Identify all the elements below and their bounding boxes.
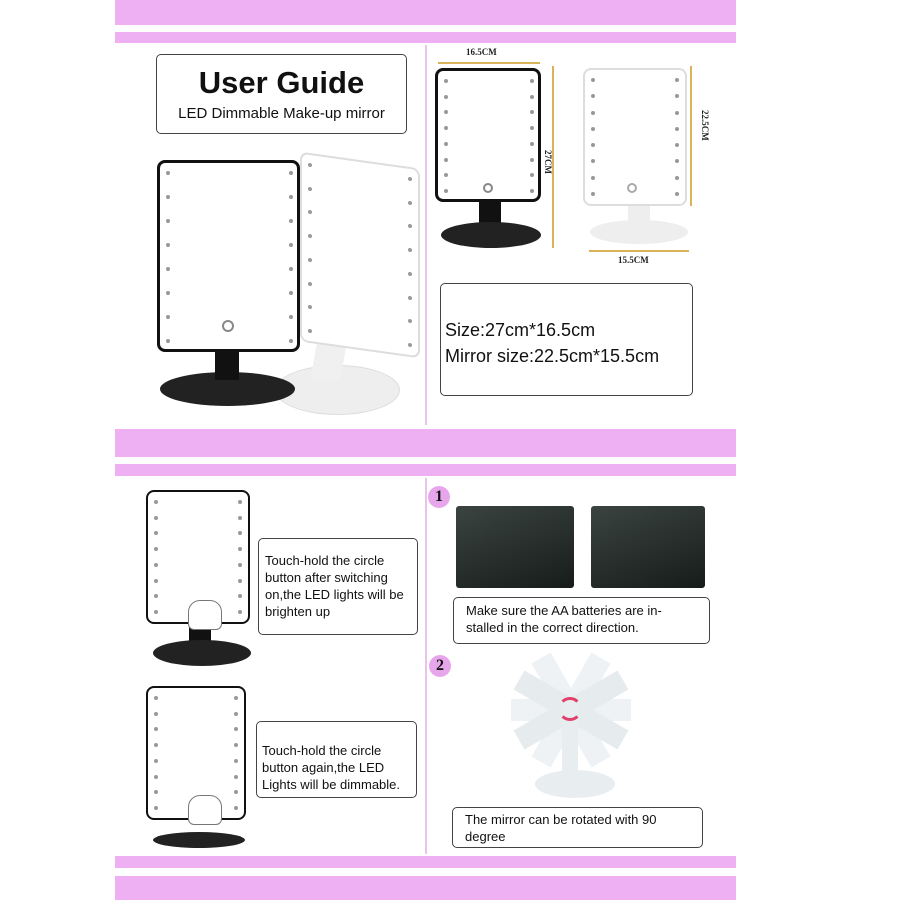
led-light-icon [308,186,312,191]
led-light-icon [675,78,679,82]
led-light-icon [408,272,412,277]
led-light-icon [408,177,412,182]
led-light-icon [234,712,238,716]
led-light-icon [444,126,448,130]
led-light-icon [154,594,158,598]
led-light-icon [238,547,242,551]
led-light-icon [238,579,242,583]
dimension-height-small: 22.5CM [700,110,710,141]
led-light-icon [289,339,293,343]
instruction-box [256,721,417,798]
led-light-icon [289,315,293,319]
instruction-text: Touch-hold the circle button again,the LED Lights will be dimmable. [262,743,401,792]
led-light-icon [530,142,534,146]
led-light-icon [444,142,448,146]
led-light-icon [444,158,448,162]
led-light-icon [408,319,412,324]
led-light-icon [591,159,595,163]
led-light-icon [166,339,170,343]
led-light-icon [238,563,242,567]
led-light-icon [408,295,412,300]
led-light-icon [238,531,242,535]
led-light-icon [289,219,293,223]
led-light-icon [289,171,293,175]
led-light-icon [408,200,412,205]
mirror-size-text: Mirror size:22.5cm*15.5cm [445,346,660,366]
led-light-icon [154,696,158,700]
led-light-icon [675,111,679,115]
pink-band [115,876,736,900]
battery-compartment-photo [591,506,705,588]
led-light-icon [675,94,679,98]
led-light-icon [591,94,595,98]
led-light-icon [308,210,312,215]
size-text: Size:27cm*16.5cm [445,320,596,340]
pink-band [115,464,736,476]
led-light-icon [166,267,170,271]
rotate-arrow-icon [558,697,582,721]
led-light-icon [530,79,534,83]
dimension-width-large: 16.5CM [466,47,497,57]
led-light-icon [166,315,170,319]
title-box [156,54,407,134]
led-light-icon [308,258,312,263]
led-light-icon [408,224,412,229]
led-light-icon [530,173,534,177]
battery-note-box [453,597,710,644]
led-light-icon [166,219,170,223]
led-light-icon [166,243,170,247]
led-light-icon [238,594,242,598]
pink-band [115,856,736,868]
led-light-icon [308,163,312,168]
led-light-icon [444,110,448,114]
led-light-icon [154,610,158,614]
instruction-text: Touch-hold the circle button after switching on,the LED lights will be brighten up [265,553,404,619]
finger-icon [188,795,222,825]
led-light-icon [289,195,293,199]
led-light-icon [408,343,412,348]
finger-icon [188,600,222,630]
led-light-icon [154,743,158,747]
pink-band [115,32,736,43]
led-light-icon [308,281,312,286]
led-light-icon [591,78,595,82]
led-light-icon [591,127,595,131]
led-light-icon [166,171,170,175]
dimension-height-large: 27CM [543,150,553,174]
led-light-icon [591,143,595,147]
divider [425,478,427,854]
led-light-icon [308,329,312,334]
led-light-icon [234,759,238,763]
led-light-icon [154,547,158,551]
led-light-icon [675,127,679,131]
led-light-icon [166,195,170,199]
led-light-icon [234,696,238,700]
led-light-icon [234,790,238,794]
size-info-box [440,283,693,396]
led-light-icon [154,579,158,583]
led-light-icon [234,743,238,747]
led-light-icon [530,126,534,130]
led-light-icon [444,79,448,83]
led-light-icon [166,291,170,295]
led-light-icon [591,176,595,180]
led-light-icon [234,727,238,731]
page-subtitle: LED Dimmable Make-up mirror [178,105,385,122]
led-light-icon [530,110,534,114]
page-title: User Guide [198,65,365,100]
led-light-icon [675,159,679,163]
led-light-icon [444,189,448,193]
led-light-icon [154,516,158,520]
rotation-note-text: The mirror can be rotated with 90 degree [465,812,657,844]
instruction-box [258,538,418,635]
led-light-icon [154,531,158,535]
led-light-icon [154,775,158,779]
led-light-icon [591,192,595,196]
led-light-icon [154,563,158,567]
led-light-icon [289,291,293,295]
led-light-icon [234,775,238,779]
led-light-icon [675,192,679,196]
led-light-icon [675,143,679,147]
led-light-icon [234,806,238,810]
led-light-icon [530,95,534,99]
led-light-icon [289,267,293,271]
led-light-icon [530,158,534,162]
led-light-icon [444,95,448,99]
dimension-width-small: 15.5CM [618,255,649,265]
led-light-icon [444,173,448,177]
rotation-note-box [452,807,703,848]
pink-band [115,429,736,457]
led-light-icon [154,712,158,716]
led-light-icon [154,806,158,810]
led-light-icon [675,176,679,180]
led-light-icon [154,759,158,763]
led-light-icon [154,727,158,731]
led-light-icon [408,248,412,253]
led-light-icon [238,516,242,520]
led-light-icon [238,610,242,614]
pink-band [115,0,736,25]
led-light-icon [308,305,312,310]
led-light-icon [154,790,158,794]
led-light-icon [154,500,158,504]
led-light-icon [530,189,534,193]
led-light-icon [591,111,595,115]
divider [425,45,427,425]
led-light-icon [289,243,293,247]
battery-note-text: Make sure the AA batteries are in-stalled in the correct direction. [466,603,662,635]
led-light-icon [238,500,242,504]
battery-cover-photo [456,506,574,588]
led-light-icon [308,234,312,239]
step-number-badge: 2 [429,655,451,677]
step-number-badge: 1 [428,486,450,508]
